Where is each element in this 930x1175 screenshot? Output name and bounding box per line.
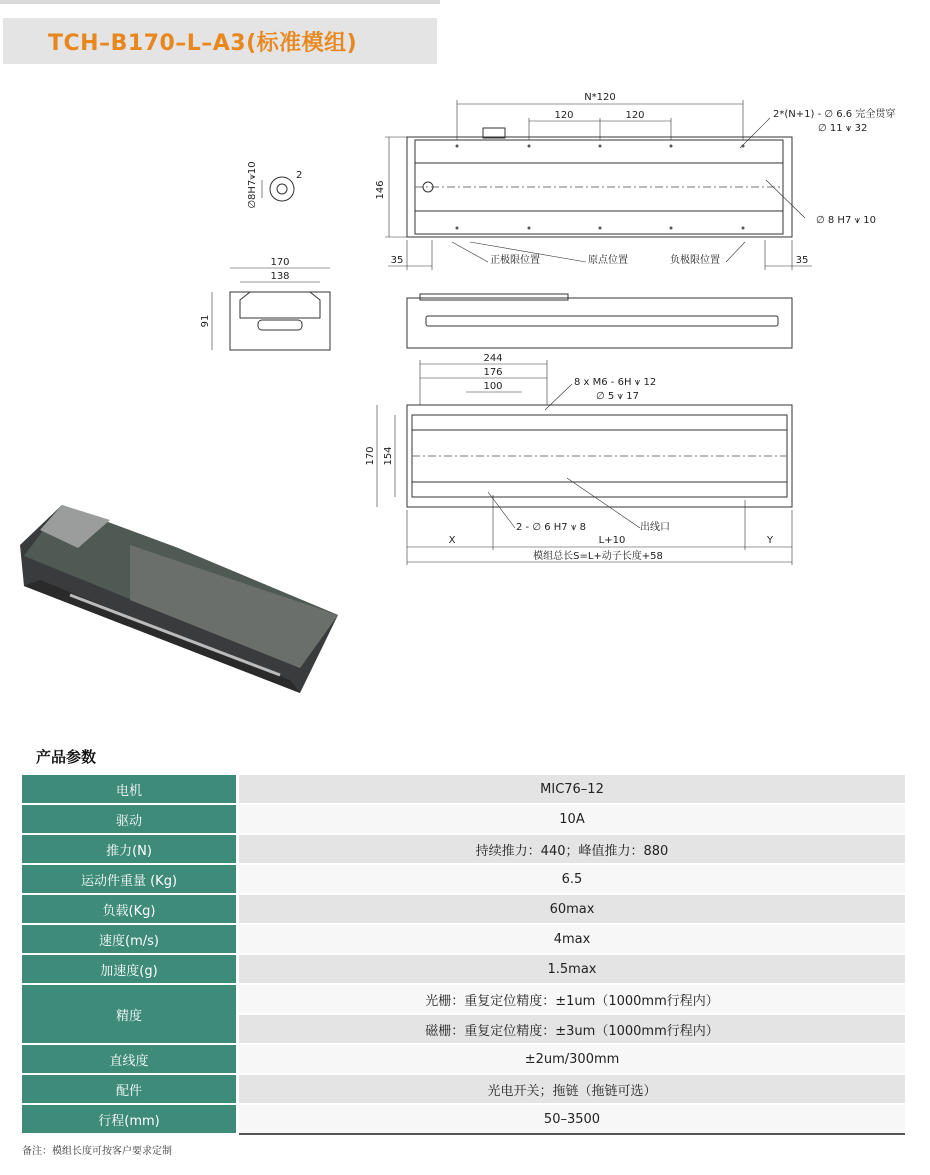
spec-value: MIC76–12	[239, 775, 905, 804]
section-title: 产品参数	[36, 748, 97, 766]
spec-value: 10A	[239, 804, 905, 834]
spec-value: 6.5	[239, 864, 905, 894]
spec-row	[22, 924, 905, 954]
spec-value: ±2um/300mm	[239, 1044, 905, 1074]
dim-176: 176	[483, 367, 503, 378]
dim-total: 模组总长S=L+动子长度+58	[533, 551, 663, 562]
label-neg-limit: 负极限位置	[670, 255, 720, 266]
dim-l10: L+10	[598, 535, 626, 546]
spec-key: 加速度(g)	[22, 954, 236, 984]
hole-spec-1: 2*(N+1) - ∅ 6.6 完全贯穿	[773, 109, 896, 120]
spec-value: 50–3500	[239, 1104, 905, 1134]
spec-key: 速度(m/s)	[22, 924, 236, 954]
spec-row	[22, 954, 905, 984]
label-origin: 原点位置	[588, 255, 628, 266]
spec-key: 直线度	[22, 1044, 236, 1074]
spec-key: 行程(mm)	[22, 1104, 236, 1134]
spec-row	[22, 1074, 905, 1104]
detail-pin: ∅8H7⩛10	[247, 161, 258, 209]
spec-row	[22, 864, 905, 894]
top-rule	[0, 0, 440, 4]
label-pos-limit: 正极限位置	[490, 255, 540, 266]
pin-spec-top: ∅ 8 H7 ⩛ 10	[816, 215, 877, 226]
label-outlet: 出线口	[640, 522, 670, 533]
dim-138: 138	[270, 271, 290, 282]
spec-row	[22, 804, 905, 834]
spec-key: 精度	[22, 984, 236, 1044]
spec-key: 配件	[22, 1074, 236, 1104]
page-title: TCH–B170–L–A3(标准模组)	[48, 31, 358, 56]
dim-y: Y	[766, 535, 774, 546]
spec-key: 驱动	[22, 804, 236, 834]
spec-key: 负载(Kg)	[22, 894, 236, 924]
dim-244: 244	[483, 353, 503, 364]
dim-35-right: 35	[795, 255, 809, 266]
spec-key: 推力(N)	[22, 834, 236, 864]
technical-drawing	[0, 80, 930, 720]
spec-value: 持续推力：440；峰值推力：880	[239, 834, 905, 864]
spec-row	[22, 775, 905, 804]
spec-row	[22, 894, 905, 924]
dim-100: 100	[483, 381, 503, 392]
dim-n120: N*120	[584, 92, 616, 103]
dim-170-end: 170	[270, 257, 290, 268]
dim-x: X	[448, 535, 456, 546]
spec-key: 运动件重量 (Kg)	[22, 864, 236, 894]
dim-91: 91	[200, 314, 211, 328]
spec-value: 1.5max	[239, 954, 905, 984]
dim-146: 146	[375, 180, 386, 200]
pin-spec-bottom: 2 - ∅ 6 H7 ⩛ 8	[516, 522, 587, 533]
spec-value: 磁栅：重复定位精度：±3um（1000mm行程内）	[239, 1014, 905, 1044]
spec-value: 60max	[239, 894, 905, 924]
hole-spec-2: ∅ 11 ⩛ 32	[818, 123, 868, 134]
footnote: 备注：模组长度可按客户要求定制	[22, 1146, 172, 1157]
spec-table	[22, 775, 905, 1135]
spec-row	[22, 1044, 905, 1074]
dim-120b: 120	[625, 110, 645, 121]
dim-35-left: 35	[390, 255, 404, 266]
thread-spec-2: ∅ 5 ⩛ 17	[596, 391, 639, 402]
dim-170-bottom: 170	[365, 446, 376, 466]
spec-row	[22, 834, 905, 864]
thread-spec-1: 8 x M6 - 6H ⩛ 12	[574, 377, 657, 388]
spec-value: 光栅：重复定位精度：±1um（1000mm行程内）	[239, 984, 905, 1014]
spec-row	[22, 1104, 905, 1134]
spec-value: 光电开关；拖链（拖链可选）	[239, 1074, 905, 1104]
spec-value: 4max	[239, 924, 905, 954]
dim-120a: 120	[554, 110, 574, 121]
spec-key: 电机	[22, 775, 236, 804]
detail-two: 2	[296, 170, 303, 181]
product-photo	[20, 505, 338, 693]
spec-row	[22, 984, 905, 1014]
dim-154: 154	[383, 446, 394, 466]
